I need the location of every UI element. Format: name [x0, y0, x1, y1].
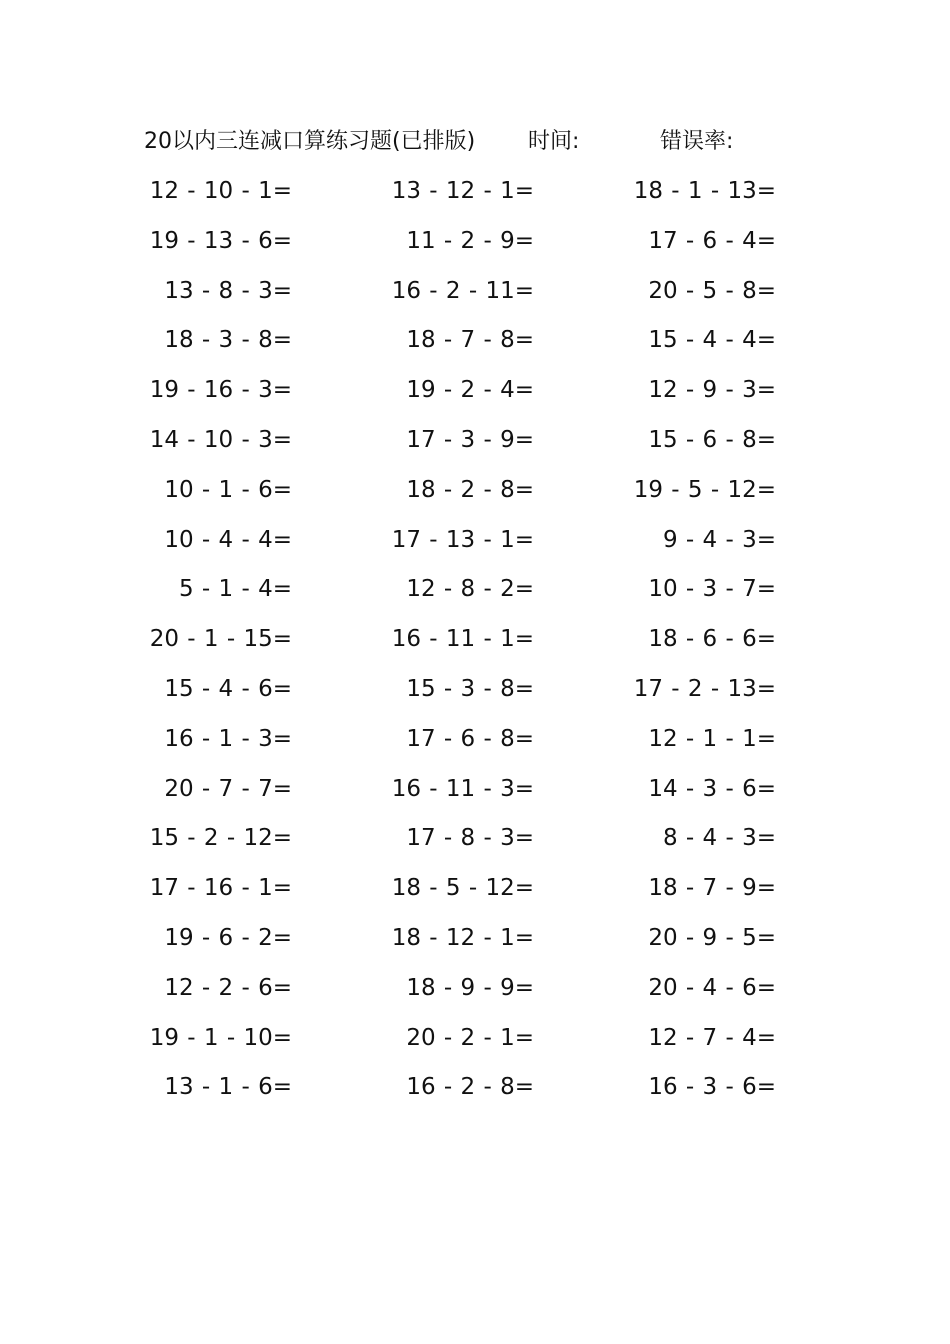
problem-row	[0, 366, 950, 416]
problem-item: 17 - 2 - 13=	[633, 675, 776, 702]
problem-item: 13 - 8 - 3=	[164, 277, 292, 304]
problem-item: 17 - 13 - 1=	[391, 526, 534, 553]
problem-item: 19 - 2 - 4=	[406, 377, 534, 404]
problem-item: 16 - 2 - 8=	[406, 1074, 534, 1101]
problem-row	[0, 1014, 950, 1064]
problem-row	[0, 715, 950, 765]
problem-item: 12 - 10 - 1=	[149, 178, 292, 204]
problem-row	[0, 964, 950, 1014]
problem-row	[0, 814, 950, 864]
problem-item: 12 - 8 - 2=	[406, 576, 534, 603]
problem-row	[0, 565, 950, 615]
problem-item: 17 - 8 - 3=	[406, 825, 534, 852]
problem-item: 18 - 12 - 1=	[391, 924, 534, 951]
problem-item: 15 - 3 - 8=	[406, 675, 534, 702]
problem-item: 20 - 4 - 6=	[648, 974, 776, 1001]
problem-item: 14 - 3 - 6=	[648, 775, 776, 802]
problem-item: 17 - 6 - 8=	[406, 725, 534, 752]
problem-item: 14 - 10 - 3=	[149, 426, 292, 453]
problem-item: 19 - 13 - 6=	[149, 227, 292, 254]
problem-grid	[0, 167, 950, 1113]
worksheet-title: 20以内三连减口算练习题(已排版)	[144, 129, 476, 154]
problem-item: 16 - 11 - 3=	[391, 775, 534, 802]
worksheet-header	[144, 124, 844, 160]
problem-row	[0, 615, 950, 665]
problem-item: 10 - 3 - 7=	[648, 576, 776, 603]
problem-item: 10 - 1 - 6=	[164, 476, 292, 503]
problem-item: 20 - 9 - 5=	[648, 924, 776, 951]
problem-item: 8 - 4 - 3=	[662, 825, 776, 852]
problem-item: 11 - 2 - 9=	[406, 227, 534, 254]
problem-item: 20 - 2 - 1=	[406, 1024, 534, 1051]
problem-row	[0, 765, 950, 815]
problem-item: 20 - 7 - 7=	[164, 775, 292, 802]
problem-row	[0, 516, 950, 566]
problem-item: 16 - 3 - 6=	[648, 1074, 776, 1101]
problem-item: 19 - 5 - 12=	[633, 476, 776, 503]
problem-row	[0, 1063, 950, 1113]
problem-item: 12 - 1 - 1=	[648, 725, 776, 752]
problem-item: 17 - 6 - 4=	[648, 227, 776, 254]
problem-item: 18 - 7 - 9=	[648, 875, 776, 902]
problem-item: 18 - 9 - 9=	[406, 974, 534, 1001]
problem-row	[0, 217, 950, 267]
problem-item: 12 - 9 - 3=	[648, 377, 776, 404]
problem-item: 17 - 3 - 9=	[406, 426, 534, 453]
problem-item: 17 - 16 - 1=	[149, 875, 292, 902]
time-label: 时间:	[528, 129, 580, 154]
error-rate-label: 错误率:	[660, 129, 734, 154]
problem-item: 19 - 16 - 3=	[149, 377, 292, 404]
problem-item: 10 - 4 - 4=	[164, 526, 292, 553]
problem-row	[0, 267, 950, 317]
problem-item: 19 - 1 - 10=	[149, 1024, 292, 1051]
problem-item: 15 - 6 - 8=	[648, 426, 776, 453]
problem-item: 16 - 2 - 11=	[391, 277, 534, 304]
problem-row	[0, 316, 950, 366]
problem-row	[0, 466, 950, 516]
problem-item: 18 - 6 - 6=	[648, 626, 776, 653]
problem-item: 16 - 1 - 3=	[164, 725, 292, 752]
problem-item: 18 - 3 - 8=	[164, 327, 292, 354]
problem-item: 18 - 5 - 12=	[391, 875, 534, 902]
problem-item: 13 - 12 - 1=	[391, 178, 534, 204]
problem-item: 9 - 4 - 3=	[662, 526, 776, 553]
problem-row	[0, 914, 950, 964]
problem-item: 12 - 2 - 6=	[164, 974, 292, 1001]
problem-item: 20 - 5 - 8=	[648, 277, 776, 304]
problem-item: 19 - 6 - 2=	[164, 924, 292, 951]
problem-item: 16 - 11 - 1=	[391, 626, 534, 653]
problem-item: 18 - 7 - 8=	[406, 327, 534, 354]
problem-row	[0, 665, 950, 715]
problem-item: 13 - 1 - 6=	[164, 1074, 292, 1101]
problem-item: 18 - 2 - 8=	[406, 476, 534, 503]
problem-item: 5 - 1 - 4=	[178, 576, 292, 603]
problem-item: 20 - 1 - 15=	[149, 626, 292, 653]
problem-row	[0, 416, 950, 466]
problem-row	[0, 167, 950, 217]
problem-item: 15 - 2 - 12=	[149, 825, 292, 852]
problem-item: 15 - 4 - 4=	[648, 327, 776, 354]
problem-item: 18 - 1 - 13=	[633, 178, 776, 204]
problem-row	[0, 864, 950, 914]
problem-item: 15 - 4 - 6=	[164, 675, 292, 702]
problem-item: 12 - 7 - 4=	[648, 1024, 776, 1051]
